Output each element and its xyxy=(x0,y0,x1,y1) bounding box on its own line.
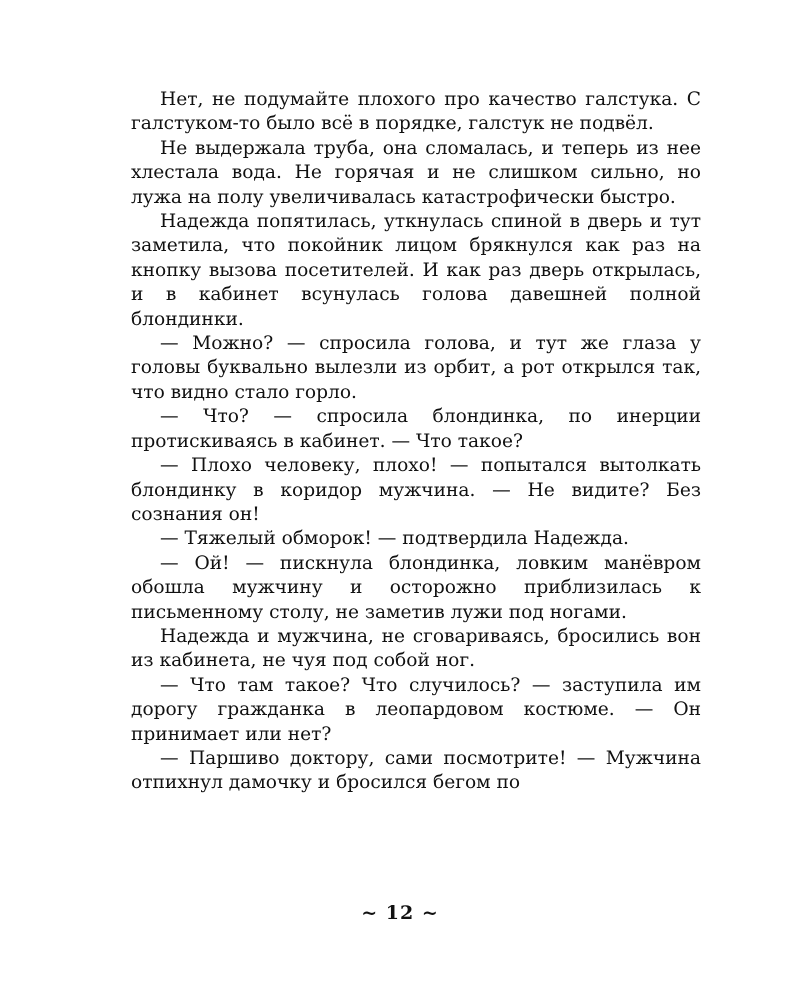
paragraph-2: Не выдержала труба, она сломалась, и теперь из нее хлестала вода. Не горячая и не слишком сильно, но лужа на полу увеличивалась катастрофически быстро. xyxy=(131,137,701,208)
paragraph-8: — Ой! — пискнула блондинка, ловким манёвром обошла мужчину и осторожно приблизилась к письменному столу, не заметив лужи под ногами. xyxy=(131,552,701,623)
paragraph-1: Нет, не подумайте плохого про качество галстука. С галстуком-то было всё в порядке, галстук не подвёл. xyxy=(131,89,701,135)
paragraph-3: Надежда попятилась, уткнулась спиной в дверь и тут заметила, что покойник лицом брякнулся как раз на кнопку вызова посетителей. И как раз дверь открылась, и в кабинет всунулась голова давешней полной блондинки. xyxy=(131,211,701,330)
page-text-block xyxy=(131,88,701,796)
paragraph-7: — Тяжелый обморок! — подтвердила Надежда. xyxy=(160,528,629,550)
paragraph-4: — Можно? — спросила голова, и тут же глаза у головы буквально вылезли из орбит, а рот открылся так, что видно стало горло. xyxy=(131,333,701,403)
paragraph-9: Надежда и мужчина, не сговариваясь, бросились вон из кабинета, не чуя под собой ног. xyxy=(131,625,701,672)
paragraph-11: — Паршиво доктору, сами посмотрите! — Мужчина отпихнул дамочку и бросился бегом по xyxy=(131,747,701,794)
page-number: ~ 12 ~ xyxy=(361,902,439,924)
paragraph-6: — Плохо человеку, плохо! — попытался вытолкать блондинку в коридор мужчина. — Не видите? Без сознания он! xyxy=(131,455,701,525)
paragraph-5: — Что? — спросила блондинка, по инерции протискиваясь в кабинет. — Что такое? xyxy=(131,406,701,452)
paragraph-10: — Что там такое? Что случилось? — заступила им дорогу гражданка в леопардовом костюме. — Он принимает или нет? xyxy=(131,674,701,745)
